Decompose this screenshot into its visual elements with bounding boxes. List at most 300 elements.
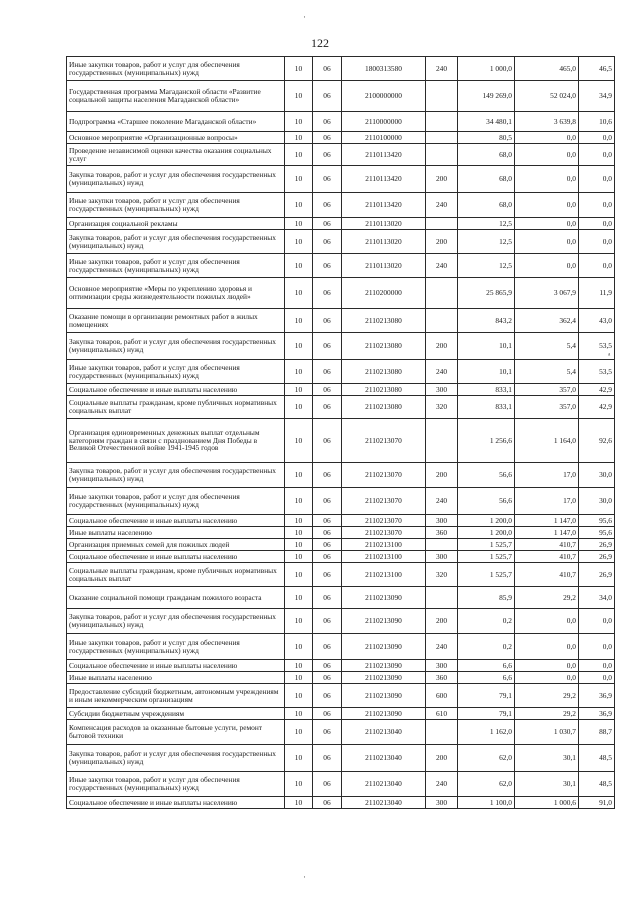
row-percent: 0,0: [579, 672, 615, 684]
table-row: [67, 609, 615, 634]
row-percent: 0,0: [579, 230, 615, 254]
row-name: Компенсация расходов за оказанные бытовые услуги, ремонт бытовой техники: [67, 720, 285, 745]
row-subsection: 06: [313, 218, 342, 230]
row-target-code: 2110113020: [342, 254, 426, 278]
row-executed: 1 164,0: [515, 419, 579, 463]
row-target-code: 2110213090: [342, 634, 426, 660]
row-target-code: 2110113420: [342, 166, 426, 193]
row-target-code: 2110213040: [342, 772, 426, 797]
row-percent: 0,0: [579, 609, 615, 634]
row-subsection: 06: [313, 166, 342, 193]
row-target-code: 2110213090: [342, 708, 426, 720]
row-percent: 0,0: [579, 132, 615, 144]
row-executed: 3 067,9: [515, 278, 579, 309]
row-section: 10: [285, 419, 313, 463]
row-executed: 0,0: [515, 672, 579, 684]
row-subsection: 06: [313, 515, 342, 527]
row-subsection: 06: [313, 609, 342, 634]
row-section: 10: [285, 193, 313, 218]
row-percent: 30,0: [579, 463, 615, 488]
row-expense-type: [426, 81, 458, 112]
row-name: Иные закупки товаров, работ и услуг для обеспечения государственных (муниципальных) нужд: [67, 57, 285, 81]
table-row: [67, 254, 615, 278]
row-executed: 410,7: [515, 563, 579, 587]
row-subsection: 06: [313, 132, 342, 144]
table-body: [67, 57, 615, 809]
row-expense-type: 240: [426, 488, 458, 515]
row-section: 10: [285, 333, 313, 360]
table-row: [67, 230, 615, 254]
row-name: Социальное обеспечение и иные выплаты населению: [67, 660, 285, 672]
row-section: 10: [285, 772, 313, 797]
row-expense-type: [426, 720, 458, 745]
row-subsection: 06: [313, 396, 342, 419]
row-target-code: 2110000000: [342, 112, 426, 132]
row-section: 10: [285, 587, 313, 609]
row-name: Иные выплаты населению: [67, 672, 285, 684]
row-name: Социальное обеспечение и иные выплаты населению: [67, 551, 285, 563]
row-planned: 1 162,0: [458, 720, 515, 745]
row-executed: 29,2: [515, 708, 579, 720]
table-row: [67, 57, 615, 81]
row-planned: 68,0: [458, 193, 515, 218]
row-section: 10: [285, 309, 313, 333]
row-name: Социальные выплаты гражданам, кроме публичных нормативных социальных выплат: [67, 396, 285, 419]
row-section: 10: [285, 745, 313, 772]
table-row: [67, 419, 615, 463]
row-subsection: 06: [313, 772, 342, 797]
table-row: [67, 309, 615, 333]
row-planned: 68,0: [458, 144, 515, 166]
row-percent: 53,5: [579, 360, 615, 384]
table-row: [67, 684, 615, 708]
table-row: [67, 672, 615, 684]
row-section: 10: [285, 230, 313, 254]
row-expense-type: 610: [426, 708, 458, 720]
row-subsection: 06: [313, 360, 342, 384]
row-expense-type: 200: [426, 609, 458, 634]
row-target-code: 1800313580: [342, 57, 426, 81]
row-name: Иные закупки товаров, работ и услуг для обеспечения государственных (муниципальных) нужд: [67, 634, 285, 660]
row-name: Иные закупки товаров, работ и услуг для обеспечения государственных (муниципальных) нужд: [67, 254, 285, 278]
row-percent: 46,5: [579, 57, 615, 81]
row-target-code: 2110213070: [342, 527, 426, 539]
row-executed: 30,1: [515, 772, 579, 797]
row-section: 10: [285, 708, 313, 720]
row-section: 10: [285, 166, 313, 193]
table-row: [67, 193, 615, 218]
row-name: Проведение независимой оценки качества оказания социальных услуг: [67, 144, 285, 166]
row-subsection: 06: [313, 193, 342, 218]
row-target-code: 2100000000: [342, 81, 426, 112]
row-subsection: 06: [313, 563, 342, 587]
row-section: 10: [285, 563, 313, 587]
table-row: [67, 563, 615, 587]
row-executed: 1 147,0: [515, 515, 579, 527]
row-percent: 34,9: [579, 81, 615, 112]
row-expense-type: 240: [426, 193, 458, 218]
row-subsection: 06: [313, 634, 342, 660]
row-expense-type: 300: [426, 660, 458, 672]
table-row: [67, 539, 615, 551]
row-expense-type: [426, 112, 458, 132]
row-percent: 95,6: [579, 515, 615, 527]
row-section: 10: [285, 132, 313, 144]
row-subsection: 06: [313, 527, 342, 539]
row-expense-type: [426, 278, 458, 309]
row-subsection: 06: [313, 797, 342, 809]
table-row: [67, 708, 615, 720]
row-subsection: 06: [313, 254, 342, 278]
row-executed: 30,1: [515, 745, 579, 772]
row-section: 10: [285, 684, 313, 708]
row-percent: 0,0: [579, 166, 615, 193]
row-section: 10: [285, 551, 313, 563]
page-number: 122: [311, 36, 329, 50]
row-expense-type: 200: [426, 166, 458, 193]
row-target-code: 2110213100: [342, 539, 426, 551]
row-target-code: 2110213070: [342, 463, 426, 488]
table-row: [67, 333, 615, 360]
row-section: 10: [285, 609, 313, 634]
row-executed: 0,0: [515, 660, 579, 672]
row-percent: 26,9: [579, 563, 615, 587]
row-planned: 10,1: [458, 333, 515, 360]
row-subsection: 06: [313, 660, 342, 672]
row-executed: 0,0: [515, 193, 579, 218]
row-section: 10: [285, 463, 313, 488]
row-planned: 10,1: [458, 360, 515, 384]
row-target-code: 2110213080: [342, 309, 426, 333]
row-planned: 56,6: [458, 463, 515, 488]
row-target-code: 2110213090: [342, 672, 426, 684]
table-row: [67, 112, 615, 132]
row-section: 10: [285, 384, 313, 396]
row-target-code: 2110213080: [342, 333, 426, 360]
row-percent: 0,0: [579, 254, 615, 278]
row-planned: 62,0: [458, 745, 515, 772]
table-row: [67, 797, 615, 809]
row-section: 10: [285, 112, 313, 132]
row-planned: 833,1: [458, 396, 515, 419]
row-percent: 0,0: [579, 144, 615, 166]
row-executed: 29,2: [515, 587, 579, 609]
row-subsection: 06: [313, 57, 342, 81]
row-section: 10: [285, 527, 313, 539]
table-row: [67, 360, 615, 384]
row-executed: 0,0: [515, 132, 579, 144]
row-target-code: 2110213090: [342, 660, 426, 672]
row-subsection: 06: [313, 551, 342, 563]
row-target-code: 2110213090: [342, 609, 426, 634]
row-target-code: 2110213090: [342, 684, 426, 708]
row-percent: 36,9: [579, 684, 615, 708]
row-expense-type: 200: [426, 333, 458, 360]
row-section: 10: [285, 515, 313, 527]
row-expense-type: [426, 419, 458, 463]
table-row: [67, 551, 615, 563]
row-expense-type: 240: [426, 57, 458, 81]
row-expense-type: [426, 539, 458, 551]
row-name: Закупка товаров, работ и услуг для обеспечения государственных (муниципальных) нужд: [67, 745, 285, 772]
row-percent: 88,7: [579, 720, 615, 745]
row-subsection: 06: [313, 230, 342, 254]
row-target-code: 2110213080: [342, 360, 426, 384]
row-expense-type: 300: [426, 515, 458, 527]
table-row: [67, 745, 615, 772]
row-executed: 0,0: [515, 609, 579, 634]
row-target-code: 2110200000: [342, 278, 426, 309]
row-name: Закупка товаров, работ и услуг для обеспечения государственных (муниципальных) нужд: [67, 463, 285, 488]
row-planned: 68,0: [458, 166, 515, 193]
row-name: Оказание социальной помощи гражданам пожилого возраста: [67, 587, 285, 609]
budget-table: [66, 56, 615, 809]
row-name: Подпрограмма «Старшее поколение Магаданской области»: [67, 112, 285, 132]
row-section: 10: [285, 360, 313, 384]
row-target-code: 2110113020: [342, 230, 426, 254]
row-subsection: 06: [313, 112, 342, 132]
row-executed: 357,0: [515, 384, 579, 396]
row-planned: 1 525,7: [458, 563, 515, 587]
row-target-code: 2110113420: [342, 144, 426, 166]
row-percent: 0,0: [579, 218, 615, 230]
row-executed: 410,7: [515, 551, 579, 563]
scan-speck: ·: [303, 872, 306, 882]
row-expense-type: [426, 587, 458, 609]
row-expense-type: 300: [426, 384, 458, 396]
table-row: [67, 396, 615, 419]
table-row: [67, 384, 615, 396]
row-percent: 42,9: [579, 396, 615, 419]
row-executed: 5,4: [515, 360, 579, 384]
row-expense-type: 240: [426, 634, 458, 660]
row-subsection: 06: [313, 81, 342, 112]
row-planned: 6,6: [458, 672, 515, 684]
row-target-code: 2110213040: [342, 797, 426, 809]
row-percent: 34,0: [579, 587, 615, 609]
row-name: Организация социальной рекламы: [67, 218, 285, 230]
row-name: Основное мероприятие «Меры по укреплению здоровья и оптимизации среды жизнедеятельности пожилых людей»: [67, 278, 285, 309]
row-subsection: 06: [313, 587, 342, 609]
row-name: Закупка товаров, работ и услуг для обеспечения государственных (муниципальных) нужд: [67, 230, 285, 254]
row-name: Предоставление субсидий бюджетным, автономным учреждениям и иным некоммерческим организациям: [67, 684, 285, 708]
row-executed: 52 024,0: [515, 81, 579, 112]
row-target-code: 2110213100: [342, 563, 426, 587]
row-section: 10: [285, 720, 313, 745]
row-percent: 42,9: [579, 384, 615, 396]
row-subsection: 06: [313, 684, 342, 708]
row-target-code: 2110213040: [342, 720, 426, 745]
row-section: 10: [285, 144, 313, 166]
row-expense-type: 360: [426, 527, 458, 539]
row-executed: 465,0: [515, 57, 579, 81]
row-target-code: 2110113420: [342, 193, 426, 218]
table-row: [67, 144, 615, 166]
row-name: Закупка товаров, работ и услуг для обеспечения государственных (муниципальных) нужд: [67, 166, 285, 193]
row-subsection: 06: [313, 708, 342, 720]
row-executed: 0,0: [515, 218, 579, 230]
row-name: Оказание помощи в организации ремонтных работ в жилых помещениях: [67, 309, 285, 333]
row-subsection: 06: [313, 720, 342, 745]
table-row: [67, 634, 615, 660]
table-row: [67, 218, 615, 230]
row-section: 10: [285, 539, 313, 551]
row-percent: 10,6: [579, 112, 615, 132]
row-name: Иные выплаты населению: [67, 527, 285, 539]
row-target-code: 2110113020: [342, 218, 426, 230]
row-expense-type: [426, 218, 458, 230]
row-planned: 34 480,1: [458, 112, 515, 132]
row-section: 10: [285, 797, 313, 809]
row-planned: 12,5: [458, 230, 515, 254]
row-section: 10: [285, 634, 313, 660]
row-planned: 843,2: [458, 309, 515, 333]
row-section: 10: [285, 396, 313, 419]
row-expense-type: [426, 144, 458, 166]
table-row: [67, 81, 615, 112]
row-name: Закупка товаров, работ и услуг для обеспечения государственных (муниципальных) нужд: [67, 609, 285, 634]
row-section: 10: [285, 57, 313, 81]
row-executed: 17,0: [515, 488, 579, 515]
row-section: 10: [285, 254, 313, 278]
row-executed: 1 030,7: [515, 720, 579, 745]
row-expense-type: 320: [426, 396, 458, 419]
table-row: [67, 463, 615, 488]
row-expense-type: 320: [426, 563, 458, 587]
table-row: [67, 720, 615, 745]
row-percent: 30,0: [579, 488, 615, 515]
row-planned: 1 525,7: [458, 539, 515, 551]
row-expense-type: 300: [426, 551, 458, 563]
row-percent: 0,0: [579, 634, 615, 660]
row-percent: 53,5: [579, 333, 615, 360]
row-executed: 1 147,0: [515, 527, 579, 539]
row-subsection: 06: [313, 539, 342, 551]
table-row: [67, 772, 615, 797]
row-expense-type: 600: [426, 684, 458, 708]
row-expense-type: 200: [426, 745, 458, 772]
row-section: 10: [285, 660, 313, 672]
row-percent: 48,5: [579, 745, 615, 772]
row-planned: 1 100,0: [458, 797, 515, 809]
row-executed: 5,4: [515, 333, 579, 360]
row-planned: 62,0: [458, 772, 515, 797]
row-name: Государственная программа Магаданской области «Развитие социальной защиты населения Магаданской области»: [67, 81, 285, 112]
row-name: Субсидии бюджетным учреждениям: [67, 708, 285, 720]
row-target-code: 2110213090: [342, 587, 426, 609]
row-executed: 0,0: [515, 254, 579, 278]
row-target-code: 2110213080: [342, 384, 426, 396]
row-expense-type: 200: [426, 230, 458, 254]
row-subsection: 06: [313, 488, 342, 515]
row-name: Социальное обеспечение и иные выплаты населению: [67, 797, 285, 809]
row-expense-type: 240: [426, 254, 458, 278]
row-percent: 11,9: [579, 278, 615, 309]
row-expense-type: 300: [426, 797, 458, 809]
row-target-code: 2110100000: [342, 132, 426, 144]
row-section: 10: [285, 672, 313, 684]
row-expense-type: [426, 309, 458, 333]
row-planned: 6,6: [458, 660, 515, 672]
table-row: [67, 515, 615, 527]
table-row: [67, 488, 615, 515]
table-row: [67, 166, 615, 193]
row-planned: 1 200,0: [458, 515, 515, 527]
scan-speck: ᵃ: [608, 350, 611, 360]
row-subsection: 06: [313, 672, 342, 684]
row-name: Социальное обеспечение и иные выплаты населению: [67, 384, 285, 396]
row-executed: 362,4: [515, 309, 579, 333]
row-section: 10: [285, 218, 313, 230]
row-executed: 3 639,8: [515, 112, 579, 132]
row-subsection: 06: [313, 745, 342, 772]
row-percent: 95,6: [579, 527, 615, 539]
row-subsection: 06: [313, 419, 342, 463]
row-subsection: 06: [313, 384, 342, 396]
row-planned: 80,5: [458, 132, 515, 144]
row-percent: 48,5: [579, 772, 615, 797]
row-planned: 149 269,0: [458, 81, 515, 112]
row-planned: 0,2: [458, 609, 515, 634]
table-row: [67, 587, 615, 609]
row-expense-type: [426, 132, 458, 144]
scan-speck: ·: [303, 12, 306, 22]
row-target-code: 2110213070: [342, 488, 426, 515]
row-expense-type: 200: [426, 463, 458, 488]
row-section: 10: [285, 81, 313, 112]
row-executed: 17,0: [515, 463, 579, 488]
row-name: Организация единовременных денежных выплат отдельным категориям граждан в связи с празднованием Дня Победы в Великой Отечественной войне 1941-1945 годов: [67, 419, 285, 463]
row-executed: 0,0: [515, 166, 579, 193]
table-row: [67, 527, 615, 539]
table-row: [67, 278, 615, 309]
row-subsection: 06: [313, 144, 342, 166]
row-subsection: 06: [313, 309, 342, 333]
row-planned: 85,9: [458, 587, 515, 609]
row-name: Социальные выплаты гражданам, кроме публичных нормативных социальных выплат: [67, 563, 285, 587]
row-percent: 91,0: [579, 797, 615, 809]
row-planned: 12,5: [458, 218, 515, 230]
row-name: Закупка товаров, работ и услуг для обеспечения государственных (муниципальных) нужд: [67, 333, 285, 360]
row-name: Иные закупки товаров, работ и услуг для обеспечения государственных (муниципальных) нужд: [67, 193, 285, 218]
row-planned: 56,6: [458, 488, 515, 515]
row-executed: 0,0: [515, 634, 579, 660]
row-executed: 357,0: [515, 396, 579, 419]
row-planned: 0,2: [458, 634, 515, 660]
row-planned: 1 000,0: [458, 57, 515, 81]
row-percent: 26,9: [579, 539, 615, 551]
row-expense-type: 240: [426, 360, 458, 384]
row-subsection: 06: [313, 278, 342, 309]
table-row: [67, 132, 615, 144]
row-planned: 1 525,7: [458, 551, 515, 563]
row-target-code: 2110213070: [342, 515, 426, 527]
row-target-code: 2110213080: [342, 396, 426, 419]
row-planned: 12,5: [458, 254, 515, 278]
row-section: 10: [285, 278, 313, 309]
row-target-code: 2110213070: [342, 419, 426, 463]
row-name: Социальное обеспечение и иные выплаты населению: [67, 515, 285, 527]
row-name: Иные закупки товаров, работ и услуг для обеспечения государственных (муниципальных) нужд: [67, 488, 285, 515]
row-executed: 0,0: [515, 144, 579, 166]
row-expense-type: 240: [426, 772, 458, 797]
row-planned: 79,1: [458, 684, 515, 708]
row-name: Организация приемных семей для пожилых людей: [67, 539, 285, 551]
row-name: Иные закупки товаров, работ и услуг для обеспечения государственных (муниципальных) нужд: [67, 772, 285, 797]
row-subsection: 06: [313, 333, 342, 360]
row-planned: 1 256,6: [458, 419, 515, 463]
row-name: Иные закупки товаров, работ и услуг для обеспечения государственных (муниципальных) нужд: [67, 360, 285, 384]
